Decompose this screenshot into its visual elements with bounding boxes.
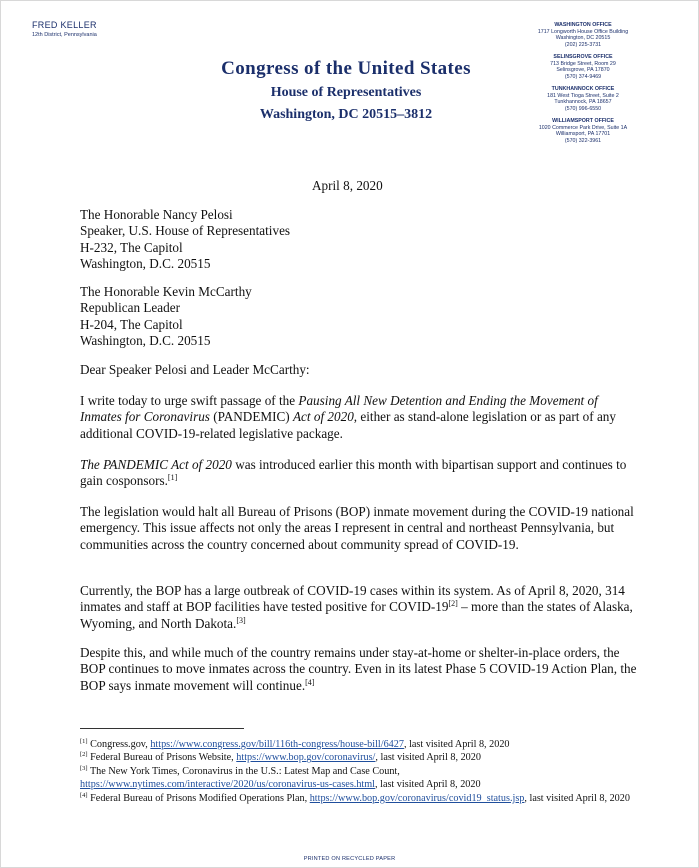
text-run: Currently, the BOP has a large outbreak of COVID-19 cases within its system. As of April 8, 2020, 314 inmates and staff at BOP facilities have tested positive for COVID-19 — [80, 583, 625, 615]
office-title: TUNKHANNOCK OFFICE — [551, 86, 615, 92]
office-line: 713 Bridge Street, Room 29 — [550, 60, 616, 67]
office-line: Williamsport, PA 17701 — [555, 131, 611, 137]
footnote-marker: [1] — [80, 738, 88, 745]
footnote-divider — [80, 728, 244, 729]
salutation: Dear Speaker Pelosi and Leader McCarthy: — [80, 362, 310, 377]
member-name: FRED KELLER — [32, 20, 97, 30]
footnote-source: Federal Bureau of Prisons Modified Operations Plan, — [87, 792, 310, 804]
address-line: The Honorable Kevin McCarthy — [80, 284, 252, 299]
footnote-source: Congress.gov, — [87, 739, 151, 750]
footnote-ref[interactable]: [4] — [305, 677, 315, 687]
office-list — [499, 22, 667, 150]
footnote-visited: , last visited April 8, 2020 — [403, 739, 510, 750]
footnote-visited: , last visited April 8, 2020 — [524, 792, 630, 804]
footnote-link[interactable]: https://www.nytimes.com/interactive/2020/us/coronavirus-us-cases.html — [80, 779, 376, 791]
office-line: Washington, DC 20515 — [555, 35, 611, 41]
footnote-visited: , last visited April 8, 2020 — [375, 752, 481, 764]
text-run: (PANDEMIC) — [209, 409, 293, 425]
office-title: SELINSGROVE OFFICE — [553, 54, 613, 60]
footnote-ref[interactable]: [2] — [448, 599, 458, 609]
footnote-ref[interactable]: [3] — [236, 615, 246, 625]
office-line: Tunkhannock, PA 18657 — [554, 99, 612, 105]
office-line: 1020 Commerce Park Drive, Suite 1A — [538, 124, 628, 131]
footnote-1 — [80, 738, 640, 751]
footnote-source: The New York Times, Coronavirus in the U.S.: Latest Map and Case Count, — [87, 765, 400, 777]
text-run: , either as stand-alone legislation or as part of any additional COVID-19-related legislative package. — [80, 409, 616, 441]
member-block — [32, 20, 97, 38]
text-run: was introduced earlier this month with bipartisan support and continues to gain cosponsors. — [80, 457, 627, 489]
paragraph-3: The legislation would halt all Bureau of Prisons (BOP) inmate movement during the COVID-19 national emergency. This issue affects not only the areas I represent in central and northeast Pennsylvania, but communities across the country concerned about community spread of COVID-19. — [80, 504, 634, 552]
masthead-house: House of Representatives — [270, 85, 422, 100]
bill-name: The PANDEMIC Act of 2020 — [80, 457, 232, 472]
office-washington — [499, 22, 667, 48]
footnote-3 — [80, 765, 640, 792]
office-tunkhannock — [499, 86, 667, 112]
text-run: – more than the states of Alaska, Wyoming, and North Dakota. — [80, 599, 633, 631]
footnote-source: Federal Bureau of Prisons Website, — [87, 752, 237, 764]
address-line: Washington, D.C. 20515 — [80, 333, 211, 349]
office-line: 1717 Longworth House Office Building — [537, 28, 629, 35]
office-selinsgrove — [499, 54, 667, 80]
office-phone: (570) 374-9469 — [564, 73, 602, 80]
address-line: Washington, D.C. 20515 — [80, 256, 211, 272]
footnote-marker: [4] — [80, 791, 88, 799]
letter-date: April 8, 2020 — [312, 178, 383, 193]
office-line: Selinsgrove, PA 17870 — [556, 67, 610, 73]
recipient-mccarthy — [80, 284, 252, 350]
office-phone: (202) 225-3731 — [564, 41, 602, 48]
footnote-link[interactable]: https://www.bop.gov/coronavirus/covid19_status.jsp — [309, 792, 525, 804]
paragraph-5 — [80, 645, 642, 694]
footnote-2 — [80, 751, 640, 764]
office-title: WASHINGTON OFFICE — [554, 22, 612, 28]
footnote-marker: [2] — [80, 751, 88, 759]
footnote-link[interactable]: https://www.congress.gov/bill/116th-congress/house-bill/6427 — [150, 739, 404, 750]
footnotes — [80, 738, 640, 805]
office-phone: (570) 322-3961 — [564, 137, 602, 144]
office-williamsport — [499, 118, 667, 144]
paragraph-2 — [80, 457, 642, 490]
footnote-link[interactable]: https://www.bop.gov/coronavirus/ — [236, 752, 376, 764]
masthead-address: Washington, DC 20515–3812 — [259, 107, 433, 122]
footnote-4 — [80, 792, 640, 805]
office-title: WILLIAMSPORT OFFICE — [552, 118, 614, 124]
address-line: Republican Leader — [80, 300, 180, 316]
address-line: H-232, The Capitol — [80, 239, 183, 255]
member-district: 12th District, Pennsylvania — [32, 32, 97, 38]
masthead — [200, 58, 492, 123]
office-phone: (570) 996-6550 — [564, 105, 602, 112]
address-line: The Honorable Nancy Pelosi — [80, 207, 233, 222]
recycled-paper-notice: PRINTED ON RECYCLED PAPER — [303, 856, 396, 862]
office-line: 181 West Tioga Street, Suite 2 — [547, 92, 619, 99]
text-run: I write today to urge swift passage of the — [80, 393, 299, 408]
recipient-pelosi — [80, 207, 290, 273]
paragraph-4 — [80, 583, 642, 632]
footnote-visited: , last visited April 8, 2020 — [375, 779, 481, 791]
paragraph-1 — [80, 393, 642, 442]
footnote-marker: [3] — [80, 764, 88, 772]
address-line: Speaker, U.S. House of Representatives — [80, 223, 291, 239]
masthead-congress: Congress of the United States — [221, 58, 471, 79]
address-line: H-204, The Capitol — [80, 316, 183, 332]
bill-act: Act of 2020 — [292, 409, 354, 425]
footnote-ref[interactable]: [1] — [167, 473, 178, 483]
text-run: Despite this, and while much of the country remains under stay-at-home or shelter-in-place orders, the BOP continues to move inmates across the country. Even in its latest Phase 5 COVID-19 Action Plan, the BOP says inmate movement will continue. — [80, 645, 637, 693]
bill-title: Pausing All New Detention and Ending the Movement of Inmates for Coronavirus — [80, 393, 598, 425]
